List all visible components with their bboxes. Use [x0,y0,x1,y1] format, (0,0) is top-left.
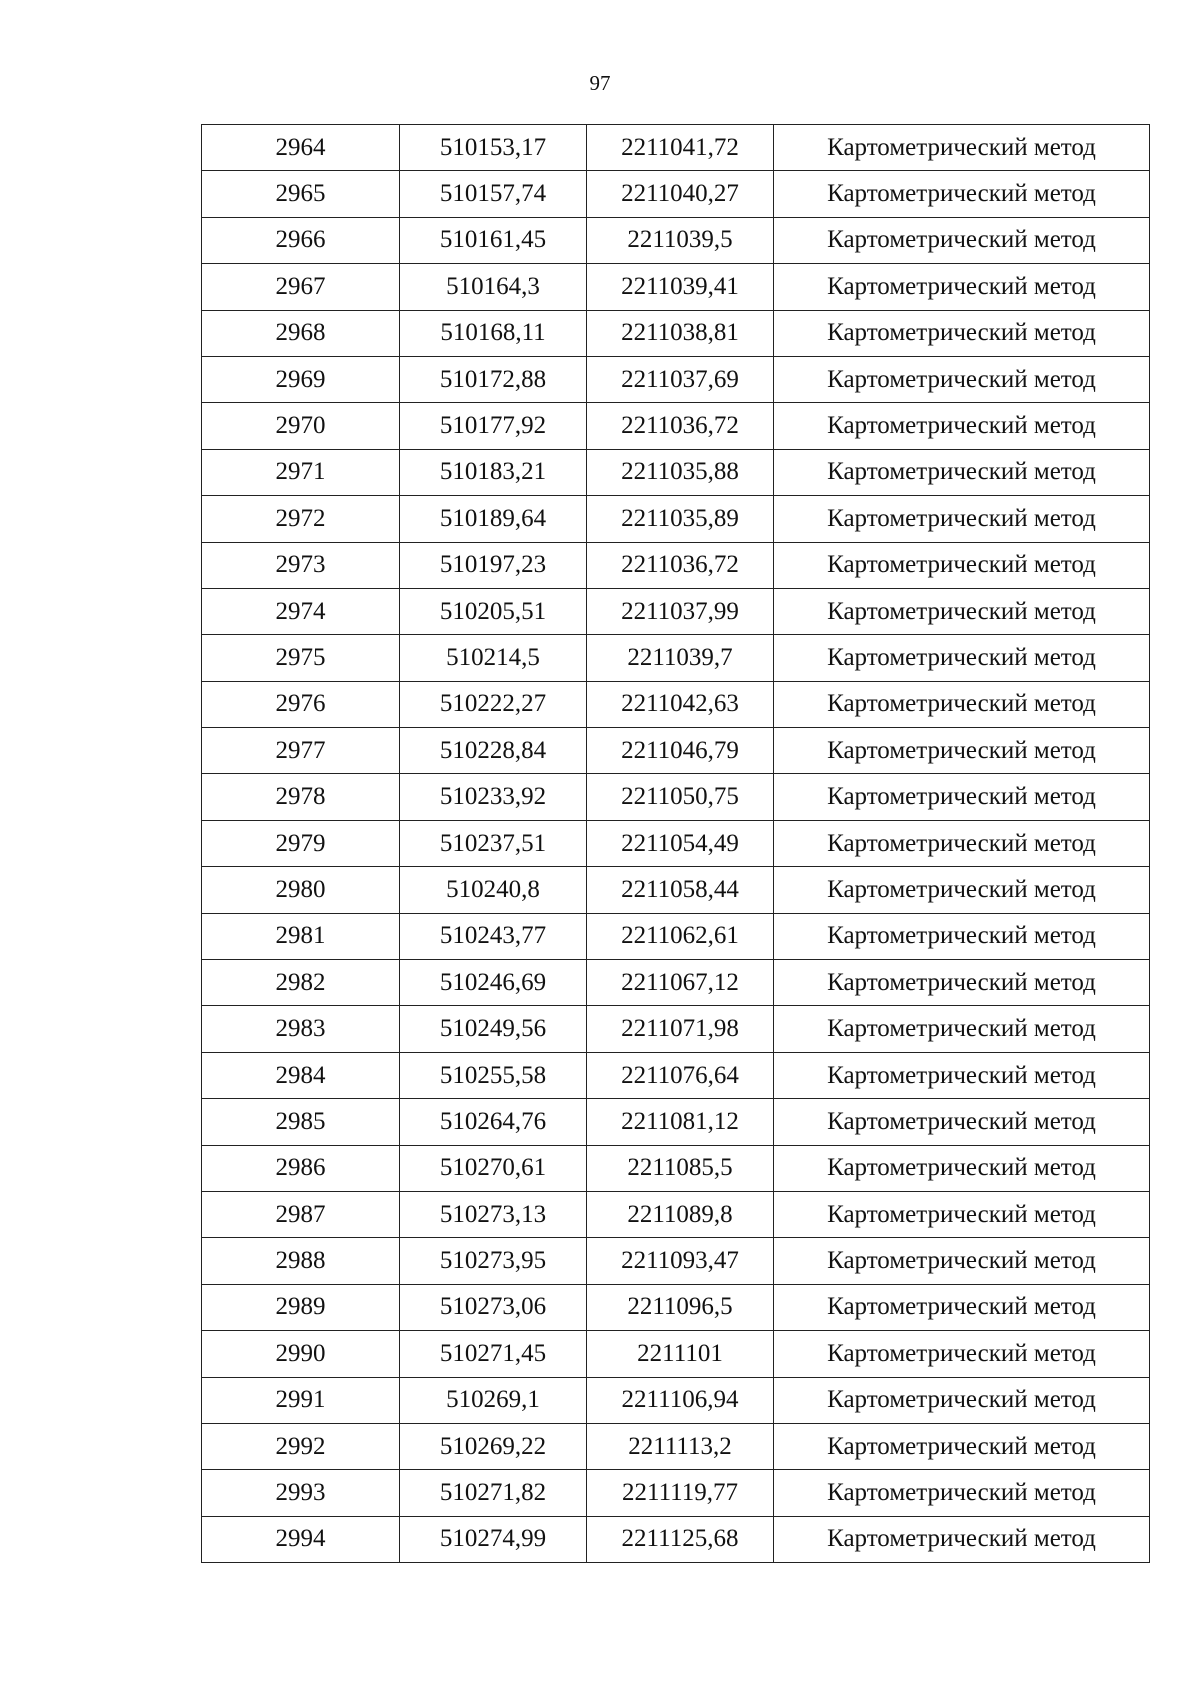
x-coordinate-cell: 510153,17 [400,125,587,171]
y-coordinate-cell: 2211058,44 [587,867,774,913]
x-coordinate-cell: 510205,51 [400,588,587,634]
y-coordinate-cell: 2211035,89 [587,496,774,542]
point-number-cell: 2970 [202,403,400,449]
point-number-cell: 2980 [202,867,400,913]
point-number-cell: 2979 [202,820,400,866]
table-row [202,1191,1150,1237]
y-coordinate-cell: 2211037,99 [587,588,774,634]
y-coordinate-cell: 2211071,98 [587,1006,774,1052]
point-number-cell: 2968 [202,310,400,356]
x-coordinate-cell: 510222,27 [400,681,587,727]
method-cell: Картометрический метод [774,913,1150,959]
y-coordinate-cell: 2211038,81 [587,310,774,356]
y-coordinate-cell: 2211036,72 [587,542,774,588]
method-cell: Картометрический метод [774,217,1150,263]
coordinates-table [201,124,1150,1563]
method-cell: Картометрический метод [774,310,1150,356]
y-coordinate-cell: 2211035,88 [587,449,774,495]
table-row [202,171,1150,217]
point-number-cell: 2972 [202,496,400,542]
table-row [202,310,1150,356]
method-cell: Картометрический метод [774,774,1150,820]
y-coordinate-cell: 2211119,77 [587,1470,774,1516]
point-number-cell: 2977 [202,728,400,774]
x-coordinate-cell: 510246,69 [400,960,587,1006]
x-coordinate-cell: 510243,77 [400,913,587,959]
table-row [202,681,1150,727]
method-cell: Картометрический метод [774,449,1150,495]
y-coordinate-cell: 2211036,72 [587,403,774,449]
point-number-cell: 2964 [202,125,400,171]
method-cell: Картометрический метод [774,635,1150,681]
method-cell: Картометрический метод [774,1052,1150,1098]
table-row [202,1516,1150,1562]
table-row [202,635,1150,681]
method-cell: Картометрический метод [774,588,1150,634]
y-coordinate-cell: 2211039,41 [587,264,774,310]
x-coordinate-cell: 510197,23 [400,542,587,588]
x-coordinate-cell: 510271,82 [400,1470,587,1516]
table-row [202,774,1150,820]
method-cell: Картометрический метод [774,171,1150,217]
x-coordinate-cell: 510240,8 [400,867,587,913]
method-cell: Картометрический метод [774,542,1150,588]
x-coordinate-cell: 510273,95 [400,1238,587,1284]
method-cell: Картометрический метод [774,403,1150,449]
method-cell: Картометрический метод [774,1516,1150,1562]
y-coordinate-cell: 2211089,8 [587,1191,774,1237]
x-coordinate-cell: 510161,45 [400,217,587,263]
point-number-cell: 2985 [202,1099,400,1145]
x-coordinate-cell: 510228,84 [400,728,587,774]
method-cell: Картометрический метод [774,681,1150,727]
table-row [202,125,1150,171]
x-coordinate-cell: 510273,13 [400,1191,587,1237]
point-number-cell: 2993 [202,1470,400,1516]
y-coordinate-cell: 2211042,63 [587,681,774,727]
y-coordinate-cell: 2211041,72 [587,125,774,171]
table-row [202,542,1150,588]
x-coordinate-cell: 510269,22 [400,1423,587,1469]
y-coordinate-cell: 2211093,47 [587,1238,774,1284]
x-coordinate-cell: 510172,88 [400,356,587,402]
y-coordinate-cell: 2211040,27 [587,171,774,217]
x-coordinate-cell: 510255,58 [400,1052,587,1098]
method-cell: Картометрический метод [774,1238,1150,1284]
y-coordinate-cell: 2211125,68 [587,1516,774,1562]
x-coordinate-cell: 510164,3 [400,264,587,310]
y-coordinate-cell: 2211039,7 [587,635,774,681]
table-row [202,1145,1150,1191]
y-coordinate-cell: 2211037,69 [587,356,774,402]
y-coordinate-cell: 2211096,5 [587,1284,774,1330]
table-row [202,496,1150,542]
method-cell: Картометрический метод [774,1423,1150,1469]
y-coordinate-cell: 2211062,61 [587,913,774,959]
y-coordinate-cell: 2211113,2 [587,1423,774,1469]
table-row [202,1052,1150,1098]
table-row [202,217,1150,263]
x-coordinate-cell: 510269,1 [400,1377,587,1423]
table-row [202,403,1150,449]
table-row [202,1284,1150,1330]
x-coordinate-cell: 510237,51 [400,820,587,866]
y-coordinate-cell: 2211039,5 [587,217,774,263]
point-number-cell: 2986 [202,1145,400,1191]
point-number-cell: 2984 [202,1052,400,1098]
table-row [202,1470,1150,1516]
point-number-cell: 2973 [202,542,400,588]
method-cell: Картометрический метод [774,1470,1150,1516]
y-coordinate-cell: 2211106,94 [587,1377,774,1423]
table-row [202,820,1150,866]
y-coordinate-cell: 2211046,79 [587,728,774,774]
table-row [202,449,1150,495]
point-number-cell: 2974 [202,588,400,634]
table-row [202,960,1150,1006]
method-cell: Картометрический метод [774,1145,1150,1191]
x-coordinate-cell: 510189,64 [400,496,587,542]
point-number-cell: 2987 [202,1191,400,1237]
point-number-cell: 2966 [202,217,400,263]
method-cell: Картометрический метод [774,1099,1150,1145]
point-number-cell: 2978 [202,774,400,820]
method-cell: Картометрический метод [774,960,1150,1006]
point-number-cell: 2965 [202,171,400,217]
table-row [202,728,1150,774]
point-number-cell: 2971 [202,449,400,495]
method-cell: Картометрический метод [774,728,1150,774]
point-number-cell: 2982 [202,960,400,1006]
x-coordinate-cell: 510264,76 [400,1099,587,1145]
method-cell: Картометрический метод [774,1191,1150,1237]
point-number-cell: 2967 [202,264,400,310]
method-cell: Картометрический метод [774,496,1150,542]
table-row [202,913,1150,959]
x-coordinate-cell: 510177,92 [400,403,587,449]
table-row [202,1331,1150,1377]
x-coordinate-cell: 510274,99 [400,1516,587,1562]
point-number-cell: 2990 [202,1331,400,1377]
method-cell: Картометрический метод [774,820,1150,866]
x-coordinate-cell: 510273,06 [400,1284,587,1330]
table-row [202,264,1150,310]
method-cell: Картометрический метод [774,1284,1150,1330]
x-coordinate-cell: 510233,92 [400,774,587,820]
y-coordinate-cell: 2211067,12 [587,960,774,1006]
point-number-cell: 2991 [202,1377,400,1423]
point-number-cell: 2992 [202,1423,400,1469]
table-row [202,1377,1150,1423]
table-row [202,867,1150,913]
point-number-cell: 2981 [202,913,400,959]
method-cell: Картометрический метод [774,1331,1150,1377]
method-cell: Картометрический метод [774,264,1150,310]
x-coordinate-cell: 510249,56 [400,1006,587,1052]
y-coordinate-cell: 2211081,12 [587,1099,774,1145]
method-cell: Картометрический метод [774,125,1150,171]
table-row [202,1238,1150,1284]
point-number-cell: 2969 [202,356,400,402]
method-cell: Картометрический метод [774,356,1150,402]
method-cell: Картометрический метод [774,1006,1150,1052]
point-number-cell: 2989 [202,1284,400,1330]
point-number-cell: 2975 [202,635,400,681]
x-coordinate-cell: 510157,74 [400,171,587,217]
coordinates-table-body [202,125,1150,1563]
method-cell: Картометрический метод [774,867,1150,913]
point-number-cell: 2994 [202,1516,400,1562]
y-coordinate-cell: 2211101 [587,1331,774,1377]
point-number-cell: 2976 [202,681,400,727]
page-number: 97 [589,71,611,95]
point-number-cell: 2988 [202,1238,400,1284]
table-row [202,1423,1150,1469]
table-row [202,1006,1150,1052]
point-number-cell: 2983 [202,1006,400,1052]
table-row [202,1099,1150,1145]
y-coordinate-cell: 2211050,75 [587,774,774,820]
y-coordinate-cell: 2211054,49 [587,820,774,866]
y-coordinate-cell: 2211085,5 [587,1145,774,1191]
y-coordinate-cell: 2211076,64 [587,1052,774,1098]
method-cell: Картометрический метод [774,1377,1150,1423]
x-coordinate-cell: 510183,21 [400,449,587,495]
x-coordinate-cell: 510168,11 [400,310,587,356]
x-coordinate-cell: 510270,61 [400,1145,587,1191]
table-row [202,356,1150,402]
x-coordinate-cell: 510271,45 [400,1331,587,1377]
x-coordinate-cell: 510214,5 [400,635,587,681]
table-row [202,588,1150,634]
